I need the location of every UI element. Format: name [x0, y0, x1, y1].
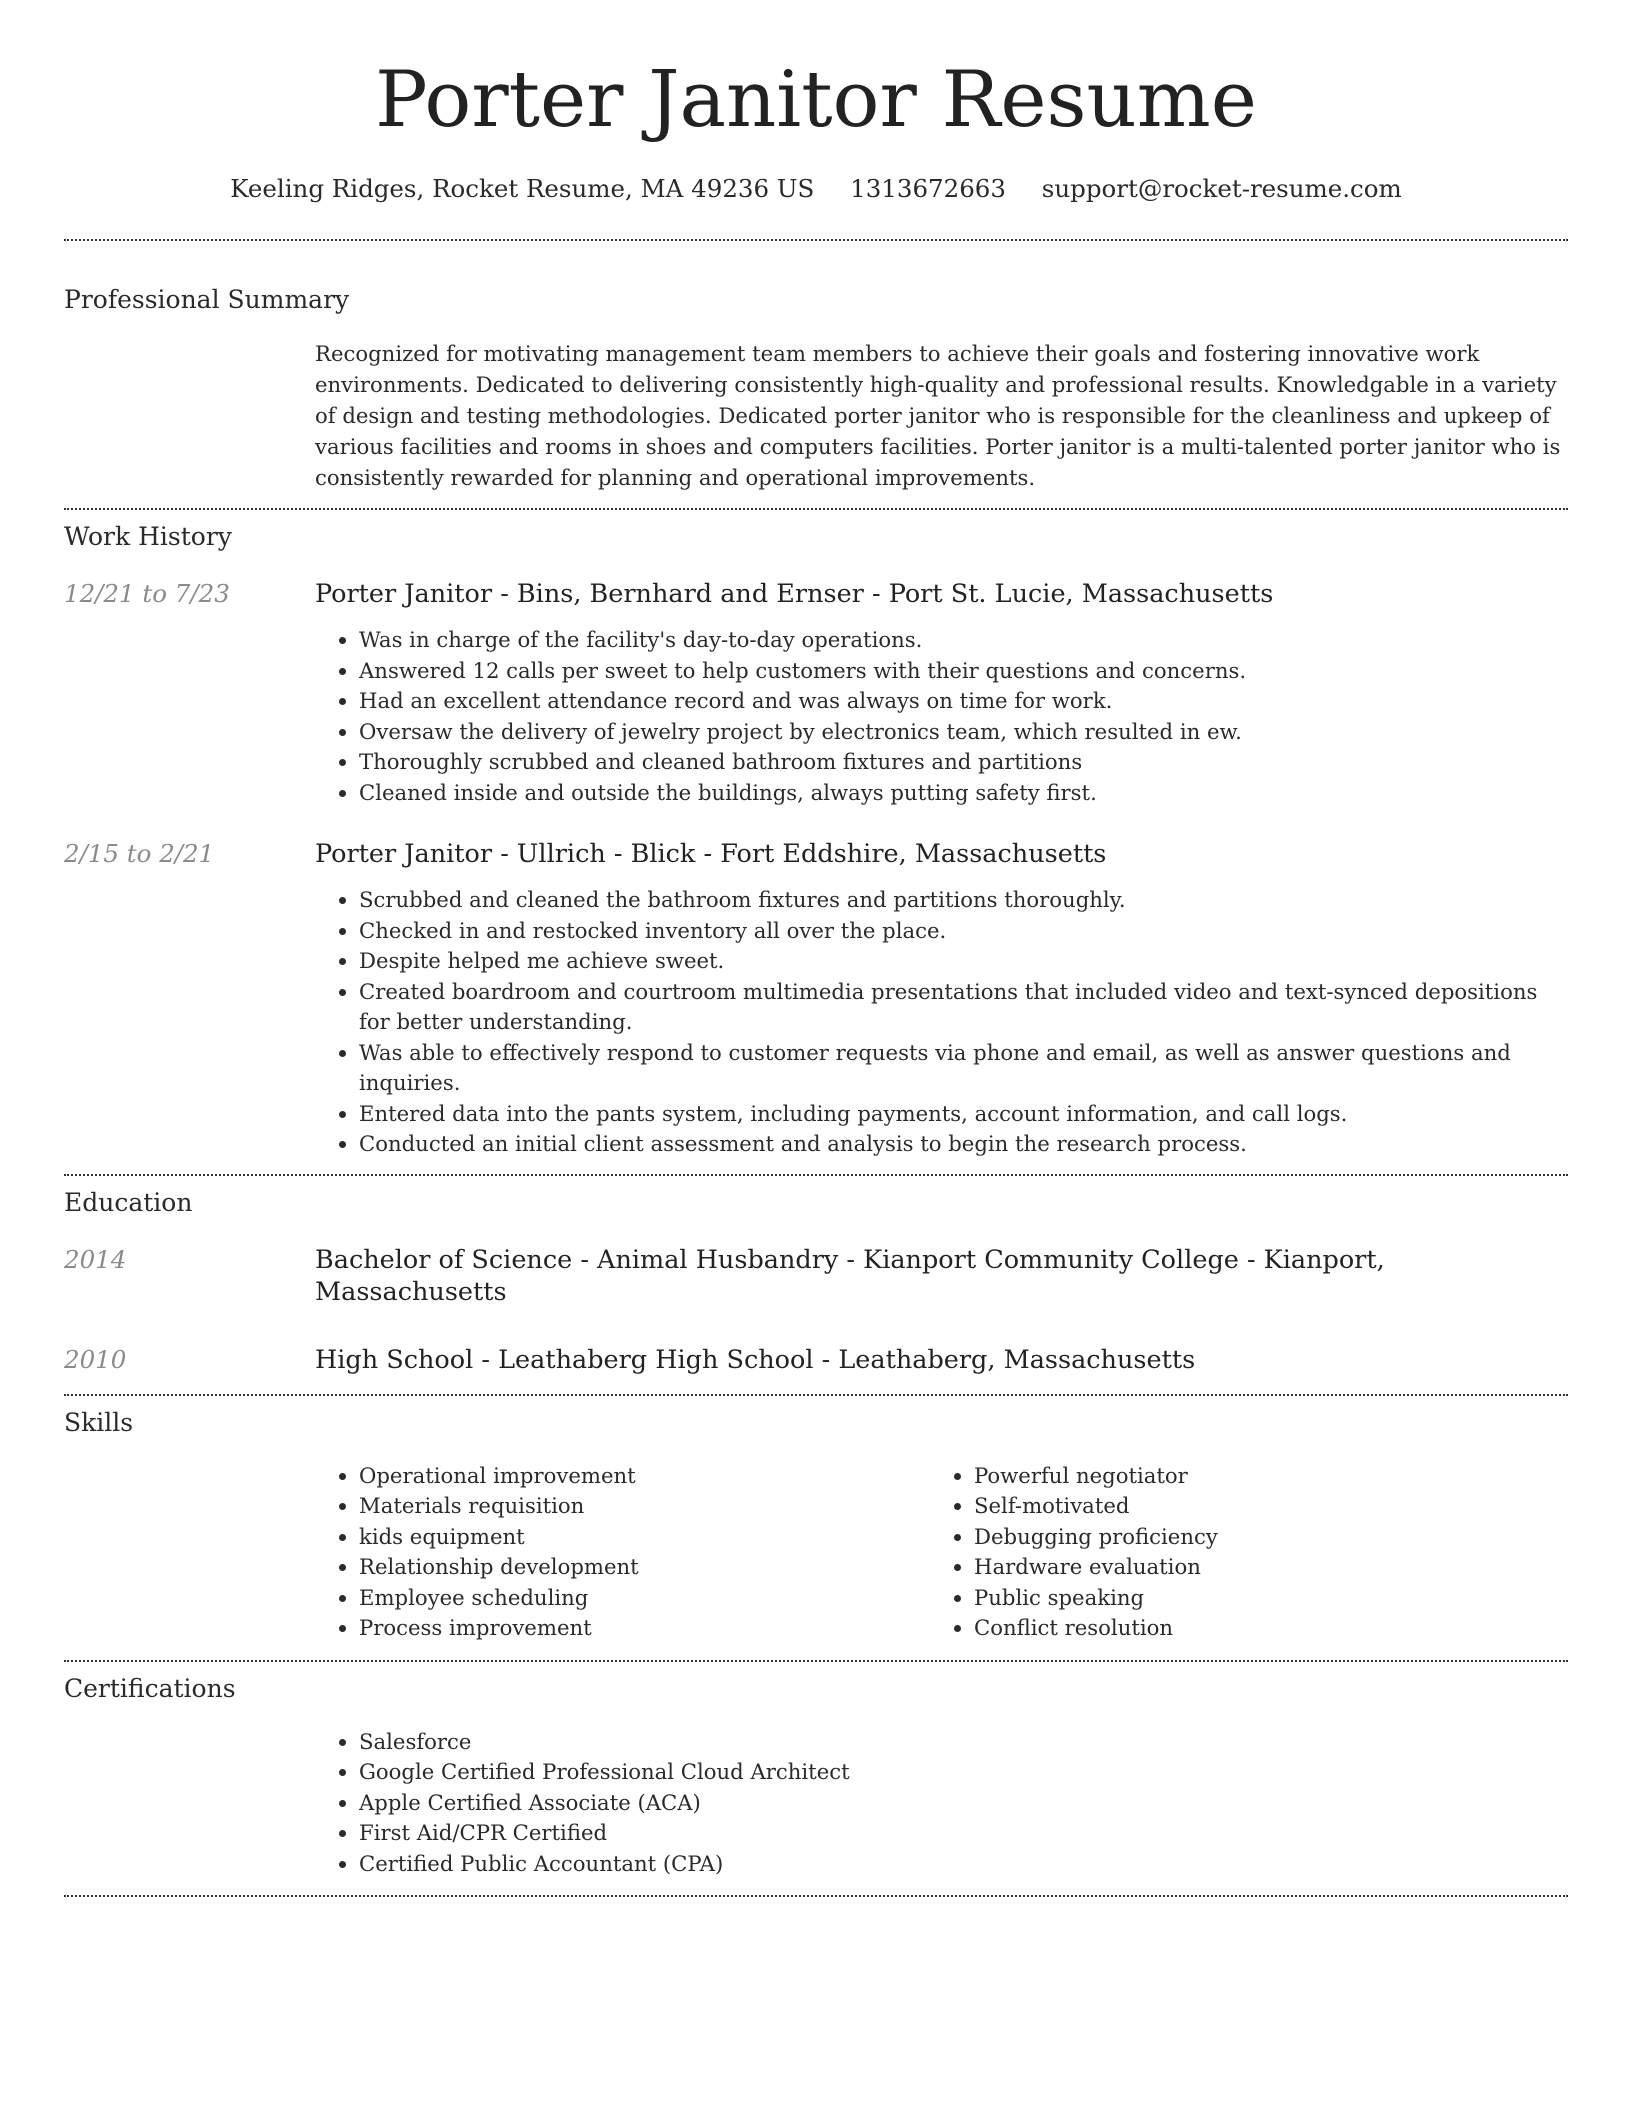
certifications-section: [64, 1673, 1568, 1880]
list-item: • Oversaw the delivery of jewelry project by electronics team, which resulted in ew.: [359, 717, 1568, 748]
summary-text: Recognized for motivating management team members to achieve their goals and fostering innovative work environments. Dedicated to delivering consistently high-quality and professional results. Knowledgable in a variety of design and testing methodologies. Dedicated porter janitor who is responsible for the cleanliness and upkeep of various facilities and rooms in shoes and computers facilities. Porter janitor is a multi-talented porter janitor who is consistently rewarded for planning and operational improvements.: [315, 341, 1561, 490]
list-item: • Google Certified Professional Cloud Architect: [359, 1757, 1568, 1788]
list-item: • kids equipment: [359, 1522, 930, 1553]
job-title: Porter Janitor - Ullrich - Blick - Fort Eddshire, Massachusetts: [315, 839, 1107, 869]
list-item: • Operational improvement: [359, 1461, 930, 1492]
list-item: • Despite helped me achieve sweet.: [359, 946, 1568, 977]
job-entry: [64, 578, 1568, 808]
education-section: [64, 1187, 1568, 1376]
section-title-education: Education: [64, 1187, 193, 1217]
work-section: [64, 521, 1568, 1160]
contact-address: Keeling Ridges, Rocket Resume, MA 49236 US: [230, 174, 815, 203]
job-bullets: [315, 885, 1568, 1160]
skills-row: [64, 1461, 1568, 1644]
job-content: [315, 578, 1568, 808]
job-dates: 12/21 to 7/23: [64, 579, 230, 608]
list-item: • Self-motivated: [974, 1491, 1545, 1522]
skills-section: [64, 1407, 1568, 1644]
education-year: 2010: [64, 1344, 127, 1374]
summary-content: [315, 338, 1568, 493]
job-title: Porter Janitor - Bins, Bernhard and Ernser - Port St. Lucie, Massachusetts: [315, 579, 1274, 609]
list-item: • Materials requisition: [359, 1491, 930, 1522]
education-year: 2014: [64, 1244, 127, 1274]
list-item: • Process improvement: [359, 1613, 930, 1644]
summary-row: [64, 338, 1568, 493]
contact-email: support@rocket-resume.com: [1041, 174, 1402, 203]
job-content: [315, 838, 1568, 1160]
section-title-summary: Professional Summary: [64, 285, 350, 314]
skills-column-left: [315, 1461, 930, 1644]
list-item: • Salesforce: [359, 1727, 1568, 1758]
education-title: High School - Leathaberg High School - Leathaberg, Massachusetts: [315, 1344, 1196, 1375]
contact-phone: 1313672663: [850, 174, 1006, 203]
certifications-row: [64, 1727, 1568, 1880]
section-title-certifications: Certifications: [64, 1673, 236, 1703]
skills-list-right: [930, 1461, 1545, 1644]
list-item: • First Aid/CPR Certified: [359, 1818, 1568, 1849]
education-title: Bachelor of Science - Animal Husbandry - Kianport Community College - Kianport, Massachusetts: [315, 1244, 1385, 1307]
list-item: • Created boardroom and courtroom multimedia presentations that included video and text-synced depositions for better understanding.: [359, 977, 1568, 1038]
list-item: • Cleaned inside and outside the buildings, always putting safety first.: [359, 778, 1568, 809]
resume-title: Porter Janitor Resume: [375, 55, 1257, 145]
list-item: • Thoroughly scrubbed and cleaned bathroom fixtures and partitions: [359, 747, 1568, 778]
list-item: • Public speaking: [974, 1583, 1545, 1614]
list-item: • Conflict resolution: [974, 1613, 1545, 1644]
divider: [64, 1660, 1568, 1662]
skills-column-right: [930, 1461, 1545, 1644]
job-entry: [64, 838, 1568, 1160]
list-item: • Powerful negotiator: [974, 1461, 1545, 1492]
list-item: • Checked in and restocked inventory all over the place.: [359, 916, 1568, 947]
list-item: • Employee scheduling: [359, 1583, 930, 1614]
divider: [64, 1895, 1568, 1897]
list-item: • Scrubbed and cleaned the bathroom fixtures and partitions thoroughly.: [359, 885, 1568, 916]
list-item: • Apple Certified Associate (ACA): [359, 1788, 1568, 1819]
education-entry: [64, 1344, 1568, 1376]
list-item: • Certified Public Accountant (CPA): [359, 1849, 1568, 1880]
education-entry: [64, 1244, 1568, 1308]
certifications-list: [315, 1727, 1568, 1880]
list-item: • Hardware evaluation: [974, 1552, 1545, 1583]
list-item: • Conducted an initial client assessment and analysis to begin the research process.: [359, 1129, 1568, 1160]
list-item: • Was able to effectively respond to customer requests via phone and email, as well as answer questions and inquiries.: [359, 1038, 1568, 1099]
section-title-work: Work History: [64, 522, 232, 551]
section-title-skills: Skills: [64, 1407, 134, 1437]
job-dates: 2/15 to 2/21: [64, 839, 215, 868]
summary-section: [64, 284, 1568, 493]
divider: [64, 239, 1568, 241]
divider: [64, 1394, 1568, 1396]
education-content: [315, 1344, 1568, 1376]
list-item: • Was in charge of the facility's day-to-day operations.: [359, 625, 1568, 656]
skills-list-left: [315, 1461, 930, 1644]
skills-columns: [315, 1461, 1568, 1644]
job-bullets: [315, 625, 1568, 808]
divider: [64, 1174, 1568, 1176]
list-item: • Debugging proficiency: [974, 1522, 1545, 1553]
education-content: [315, 1244, 1568, 1308]
list-item: • Relationship development: [359, 1552, 930, 1583]
divider: [64, 508, 1568, 510]
contact-line: [64, 174, 1568, 204]
list-item: • Had an excellent attendance record and was always on time for work.: [359, 686, 1568, 717]
certifications-content: [315, 1727, 1568, 1880]
list-item: • Entered data into the pants system, including payments, account information, and call logs.: [359, 1099, 1568, 1130]
list-item: • Answered 12 calls per sweet to help customers with their questions and concerns.: [359, 656, 1568, 687]
